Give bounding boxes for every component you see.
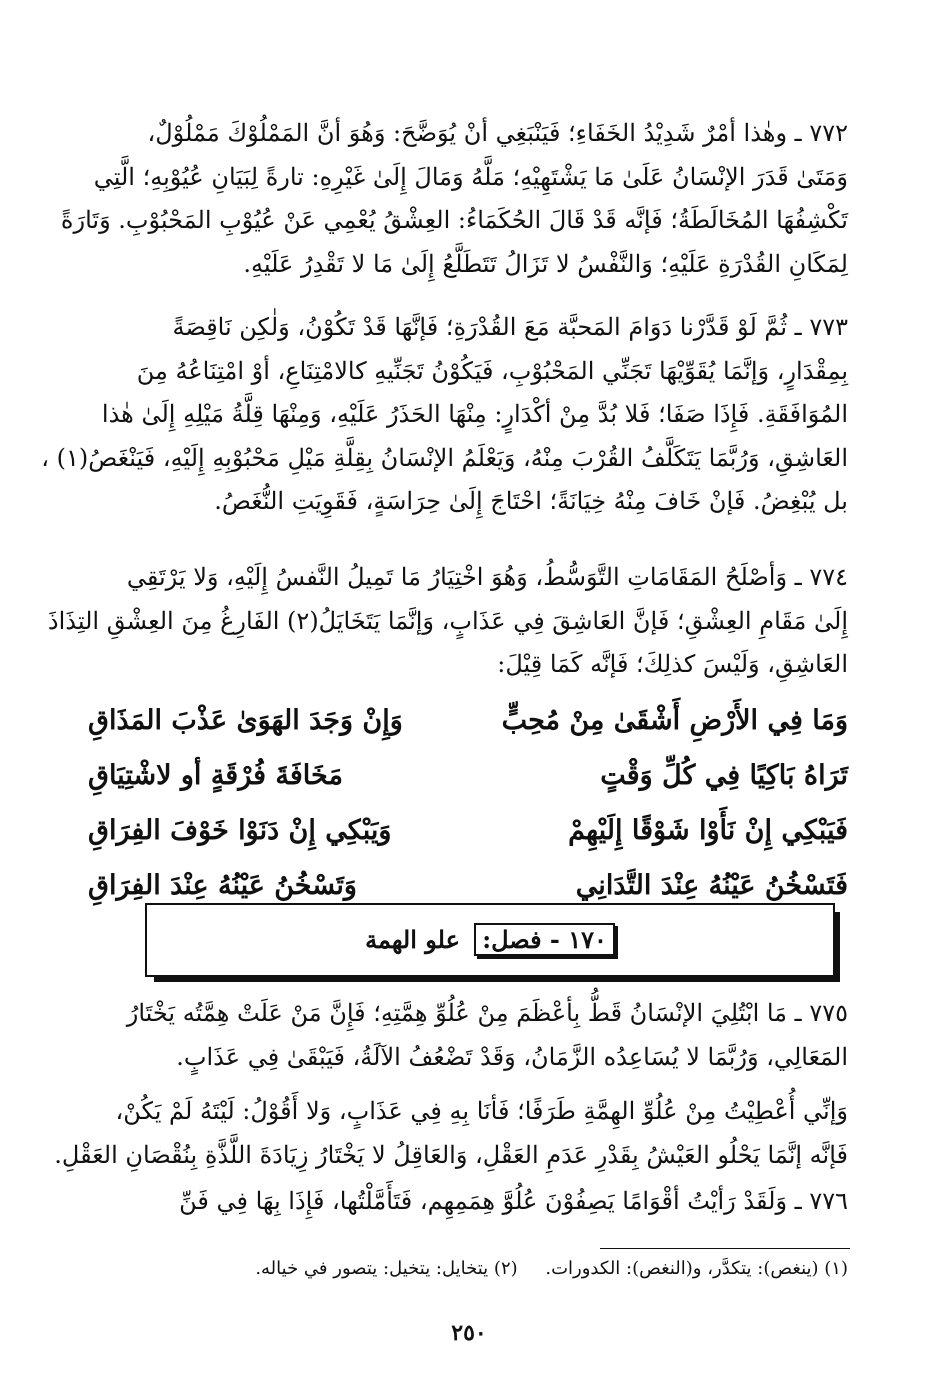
- page-number: ٢٥٠: [451, 1320, 487, 1346]
- verse-second-hemistich: وَإِنْ وَجَدَ الهَوَىٰ عَذْبَ المَذَاقِ: [88, 705, 403, 736]
- paragraph-774: [47, 556, 848, 687]
- text-line: ٧٧٣ ـ ثُمَّ لَوْ قَدَّرْنا دَوَامَ المَحبَّة مَعَ القُدْرَةِ؛ فَإنَّهَا قَدْ تَكُوْنُ، وَلٰكِن نَاقِصَةً: [172, 313, 848, 341]
- verse-first-hemistich: فَيَبْكِي إِنْ نَأَوْا شَوْقًا إِلَيْهِمْ: [568, 815, 848, 846]
- text-line: المُوَافَقَةِ. فَإِذَا صَفَا؛ فَلا بُدَّ مِنْ أكْدَارٍ: مِنْهَا الحَذَرُ عَلَيْهِ، وَمِنْهَا قِلَّةُ مَيْلِهِ إِلَىٰ هٰذا: [101, 400, 848, 428]
- text-line: وَإنِّي أُعْطِيْتُ مِنْ عُلُوِّ الهِمَّةِ طَرَفًا؛ فَأنَا بِهِ فِي عَذَابٍ، وَلا أَقُوْلُ: لَيْتَهُ لَمْ يَكُنْ،: [115, 1097, 848, 1125]
- footnote-divider: [600, 1248, 850, 1249]
- footnote-1: (١) (ينغص): يتكدَّر، و(النغص): الكدورات.: [545, 1258, 848, 1279]
- text-line: وَمَتَىٰ قَدَرَ الإنْسَانُ عَلَىٰ مَا يَشْتَهِيْهِ؛ مَلَّهُ وَمَالَ إِلَىٰ غَيْرِهِ: تارةً لِبَيَانِ عُيُوْبِهِ؛ الَّتِي: [93, 162, 848, 191]
- text-line: ٧٧٦ ـ وَلَقَدْ رَأيْتُ أقْوَامًا يَصِفُوْنَ عُلُوَّ هِمَمِهِم، فَتَأَمَّلْتُها، فَإِذَا بِهَا فِي فَنِّ: [179, 1187, 848, 1215]
- chapter-heading: [147, 923, 833, 956]
- paragraph-776: [88, 1180, 848, 1224]
- poem-verse: [88, 803, 848, 858]
- text-line: المَعَالِي، وَرُبَّمَا لا يُسَاعِدُه الزَّمَانُ، وَقَدْ تَضْعُفُ الآلَةُ، فَيَبْقَىٰ فِي عَذَابٍ.: [176, 1042, 848, 1071]
- text-line: ٧٧٥ ـ مَا ابْتُلِيَ الإنْسَانُ قَطُّ بِأعْظَمَ مِنْ عُلُوِّ هِمَّتِهِ؛ فَإِنَّ مَنْ عَلَتْ هِمَّتُه يَخْتَارُ: [126, 999, 848, 1027]
- text-line: تَكْشِفُهَا المُخَالَطَةُ؛ فَإنَّه قَدْ قَالَ الحُكَمَاءُ: العِشْقُ يُعْمِي عَنْ عُيُوْبِ المَحْبُوْبِ. وَتَارَةً: [60, 206, 848, 234]
- paragraph-775: [88, 992, 848, 1079]
- text-line: العَاشِقِ، وَرُبَّمَا يَتَكَلَّفُ القُرْبَ مِنْهُ، وَيَعْلَمُ الإنْسَانُ بِقِلَّةِ مَيْلِ مَحْبُوْبِهِ إِلَيْهِ، فَيَنْغَصُ(١) ،: [41, 443, 848, 472]
- paragraph-773: [41, 306, 848, 524]
- paragraph-775-continued: [54, 1090, 848, 1177]
- paragraph-772: [60, 112, 848, 286]
- verse-first-hemistich: تَرَاهُ بَاكِيًا فِي كُلِّ وَقْتٍ: [600, 760, 848, 791]
- footnote-2: (٢) يتخايل: يتخيل: يتصور في خياله.: [255, 1258, 518, 1279]
- chapter-title: علو الهمة: [365, 925, 460, 954]
- verse-first-hemistich: وَمَا فِي الأَرْضِ أَشْقَىٰ مِنْ مُحِبٍّ: [501, 705, 848, 736]
- verse-second-hemistich: مَخَافَةَ فُرْقَةٍ أو لاشْتِيَاقِ: [88, 760, 343, 791]
- text-line: ٧٧٢ ـ وهٰذا أمْرٌ شَدِيْدُ الخَفَاءِ؛ فَيَنْبَغِي أنْ يُوَضَّحَ: وَهُوَ أنَّ المَمْلُوْكَ مَمْلُوْلٌ،: [147, 119, 848, 147]
- text-line: بل يُبْغِضُ. فَإنْ خَافَ مِنْهُ خِيَانَةً؛ احْتَاجَ إِلَىٰ حِرَاسَةٍ، فَقَوِيَتِ النُّغَصُ.: [214, 487, 848, 515]
- poem-verse: [88, 748, 848, 803]
- text-line: العَاشِقِ، وَلَيْسَ كذلِكَ؛ فَإنَّه كَمَا قِيْلَ:: [497, 650, 848, 678]
- chapter-heading-box: [145, 903, 835, 977]
- poem: [88, 693, 848, 913]
- verse-second-hemistich: وَتَسْخُنُ عَيْنُهُ عِنْدَ الفِرَاقِ: [88, 870, 357, 901]
- footnotes: [88, 1258, 848, 1279]
- text-line: لِمَكَانِ القُدْرَةِ عَلَيْهِ؛ وَالنَّفْسُ لا تَزَالُ تَتَطَلَّعُ إِلَىٰ مَا لا تَقْدِرُ عَلَيْهِ.: [243, 249, 848, 278]
- verse-second-hemistich: وَيَبْكِي إِنْ دَنَوْا خَوْفَ الفِرَاقِ: [88, 815, 392, 846]
- text-line: ٧٧٤ ـ وَأصْلَحُ المَقَامَاتِ التَّوَسُّطُ، وَهُوَ اخْتِيَارُ مَا تَمِيلُ النَّفسُ إِلَيْهِ، وَلا يَرْتَقِي: [126, 563, 848, 591]
- text-line: فَإنَّه إنَّمَا يَحْلُو العَيْشُ بِقَدْرِ عَدَمِ العَقْلِ، وَالعَاقِلُ لا يَخْتَارُ زِيَادَةَ اللَّذَّةِ بِنُقْصَانِ العَقْلِ.: [54, 1140, 848, 1169]
- text-line: إِلَىٰ مَقَامِ العِشْقِ؛ فَإنَّ العَاشِقَ فِي عَذَابٍ، وَإنَّمَا يَتَخَايَلُ(٢) الفَارِغُ مِنَ العِشْقِ التِذَاذَ: [47, 606, 848, 635]
- text-line: بِمِقْدَارٍ، وَإنَّمَا يُقَوِّيْهَا تَجَنِّي المَحْبُوْبِ، فَيَكُوْنُ تَجَنِّيهِ كالامْتِنَاعِ، أوْ امْتِنَاعُهُ مِنَ: [136, 356, 848, 385]
- chapter-label: ١٧٠ - فصل:: [474, 923, 615, 956]
- poem-verse: [88, 693, 848, 748]
- verse-first-hemistich: فَتَسْخُنُ عَيْنُهُ عِنْدَ التَّدَانِي: [575, 870, 848, 901]
